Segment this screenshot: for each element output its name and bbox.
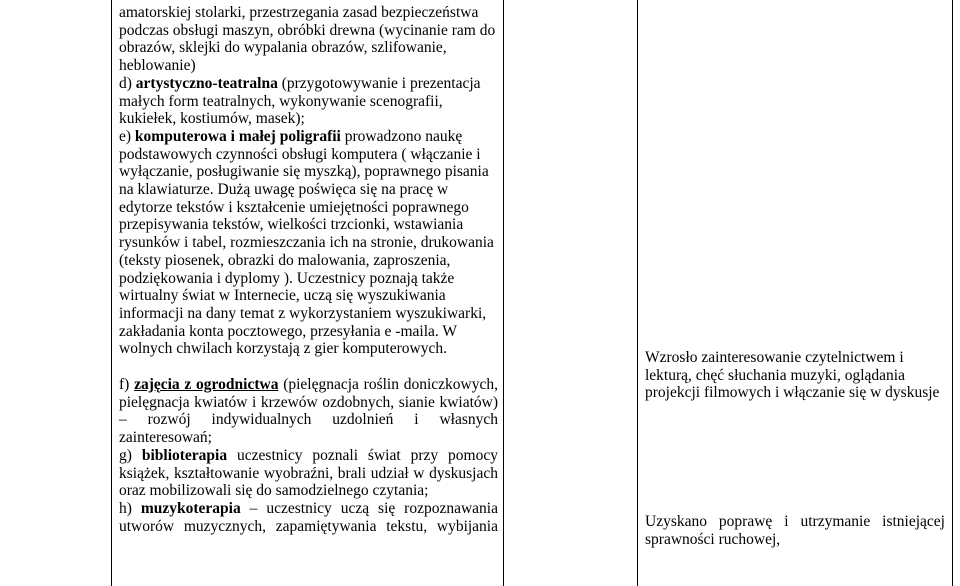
item-d-text: (przygotowywanie i prezentacja małych form teatralnych, wykonywanie scenografii, kukiełek, kostiumów, masek); (119, 74, 481, 128)
results-cell-2 (645, 513, 945, 548)
item-g-text: uczestnicy poznali świat przy pomocy książek, kształtowanie wyobraźni, brali udział w dyskusjach oraz mobilizowali się do samodzielnego czytania; (119, 446, 498, 500)
activities-paragraph-2 (119, 376, 498, 500)
activities-cell (119, 0, 498, 535)
activities-paragraph-1 (119, 4, 498, 358)
item-h-prefix: h) (119, 499, 141, 517)
item-f-title: zajęcia z ogrodnictwa (134, 376, 279, 394)
woodwork-text: amatorskiej stolarki, przestrzegania zasad bezpieczeństwa podczas obsługi maszyn, obróbki drewna (wycinanie ram do obrazów, sklejki do wypalania obrazów, szlifowanie, heblowanie) (119, 4, 496, 75)
item-d-title: artystyczno-teatralna (135, 74, 278, 92)
item-d-prefix: d) (119, 74, 136, 92)
item-h-line (119, 500, 498, 518)
table-border-left (111, 0, 112, 586)
item-f-text: (pielęgnacja roślin doniczkowych, pielęgnacja kwiatów i krzewów ozdobnych, sianie kwiatów) – rozwój indywidualnych uzdolnień i własnych zainteresowań; (119, 376, 498, 447)
table-border-middle-left (503, 0, 504, 586)
item-h-continuation: utworów muzycznych, zapamiętywania tekstu, wybijania (119, 517, 498, 535)
item-g-prefix: g) (119, 446, 142, 464)
result-text-1: Wzrosło zainteresowanie czytelnictwem i lekturą, chęć słuchania muzyki, oglądania projekcji filmowych i włączanie się w dyskusje (645, 349, 940, 402)
table-border-right (952, 0, 953, 586)
result-text-2: Uzyskano poprawę i utrzymanie istniejącej sprawności ruchowej, (645, 513, 945, 548)
item-e-title: komputerowa i małej poligrafii (134, 127, 341, 145)
table-border-middle-right (637, 0, 638, 586)
item-g-title: biblioterapia (141, 446, 228, 464)
item-f-prefix: f) (119, 376, 135, 394)
results-cell-1 (645, 349, 945, 402)
item-e-text: prowadzono naukę podstawowych czynności obsługi komputera ( włączanie i wyłączanie, posługiwanie się myszką), poprawnego pisania na klawiaturze. Dużą uwagę poświęca się na pracę w edytorze tekstów i kształcenie umiejętności poprawnego przepisywania tekstów, wielkości trzcionki, wstawiania rysunków i tabel, rozmieszczania ich na stronie, drukowania (teksty piosenek, obrazki do malowania, zaproszenia, podziękowania i dyplomy ). Uczestnicy poznają także wirtualny świat w Internecie, uczą się wyszukiwania informacji na dany temat z wykorzystaniem wyszukiwarki, zakładania konta pocztowego, przesyłania e -maila. W wolnych chwilach korzystają z gier komputerowych. (119, 127, 494, 358)
item-e-prefix: e) (119, 127, 135, 145)
item-h-text: – uczestnicy uczą się rozpoznawania (240, 499, 498, 517)
item-h-title: muzykoterapia (140, 499, 241, 517)
